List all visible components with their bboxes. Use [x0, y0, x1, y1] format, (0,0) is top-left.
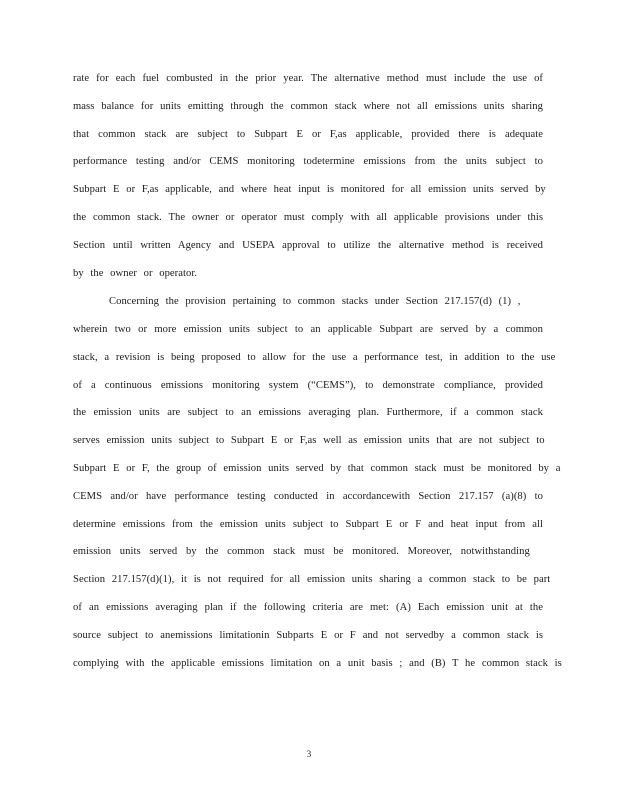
paragraph-1-line-5: Subpart E or F,as applicable, and where heat input is monitored for all emission units served by — [73, 184, 546, 195]
page-number: 3 — [306, 749, 312, 759]
paragraph-2-line-12: of an emissions averaging plan if the following criteria are met: (A) Each emission unit at the — [73, 602, 543, 613]
paragraph-2-line-8: CEMS and/or have performance testing conducted in accordancewith Section 217.157 (a)(8) to — [73, 491, 543, 502]
paragraph-1-line-6: the common stack. The owner or operator must comply with all applicable provisions under this — [73, 212, 543, 223]
paragraph-1-line-7: Section until written Agency and USEPA approval to utilize the alternative method is received — [73, 240, 543, 251]
paragraph-1-line-2: mass balance for units emitting through the common stack where not all emissions units sharing — [73, 101, 543, 112]
paragraph-2-line-14: complying with the applicable emissions limitation on a unit basis ; and (B) T he common stack is — [73, 658, 562, 669]
paragraph-2-line-7: Subpart E or F, the group of emission units served by that common stack must be monitored by a — [73, 463, 561, 474]
paragraph-2-line-11: Section 217.157(d)(1), it is not required for all emission units sharing a common stack to be part — [73, 574, 551, 585]
paragraph-2-line-3: stack, a revision is being proposed to allow for the use a performance test, in addition to the use — [73, 352, 556, 363]
paragraph-2-line-13: source subject to anemissions limitationin Subparts E or F and not servedby a common stack is — [73, 630, 543, 641]
paragraph-1-line-4: performance testing and/or CEMS monitoring todetermine emissions from the units subject to — [73, 156, 543, 167]
paragraph-2-line-1: Concerning the provision pertaining to common stacks under Section 217.157(d) (1) , — [109, 296, 521, 307]
paragraph-2-line-2: wherein two or more emission units subject to an applicable Subpart are served by a common — [73, 324, 543, 335]
paragraph-2-line-6: serves emission units subject to Subpart E or F,as well as emission units that are not subject to — [73, 435, 545, 446]
paragraph-1-line-3: that common stack are subject to Subpart E or F,as applicable, provided there is adequate — [73, 129, 543, 140]
paragraph-1-line-1: rate for each fuel combusted in the prior year. The alternative method must include the use of — [73, 73, 543, 84]
paragraph-2-line-5: the emission units are subject to an emissions averaging plan. Furthermore, if a common stack — [73, 407, 543, 418]
paragraph-2-line-4: of a continuous emissions monitoring system (“CEMS”), to demonstrate compliance, provided — [73, 380, 543, 391]
paragraph-1-line-8: by the owner or operator. — [73, 268, 198, 279]
paragraph-2-line-9: determine emissions from the emission units subject to Subpart E or F and heat input from all — [73, 519, 543, 530]
paragraph-2-line-10: emission units served by the common stack must be monitored. Moreover, notwithstanding — [73, 546, 530, 557]
